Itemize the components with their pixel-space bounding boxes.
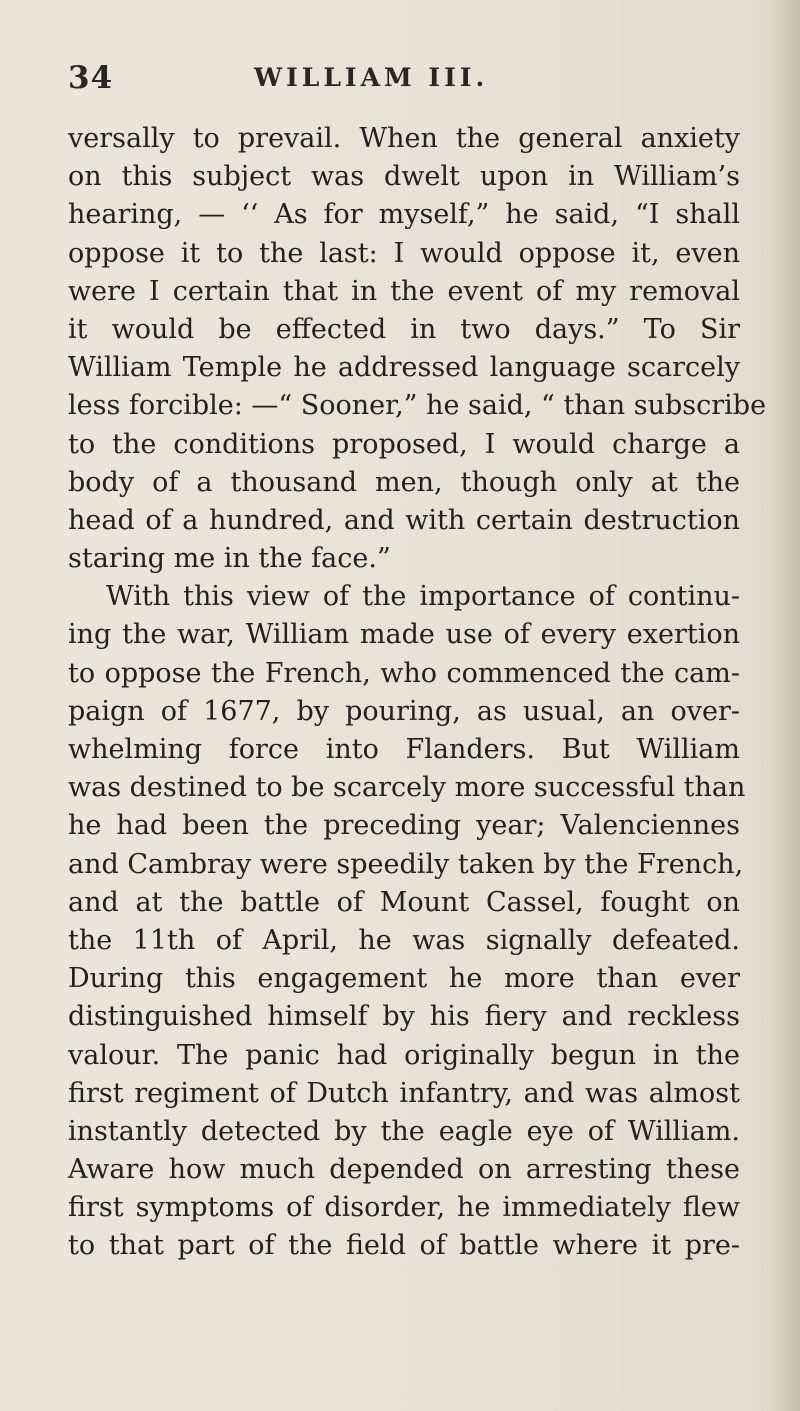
body-text [68,120,767,1266]
text-line: Aware how much depended on arresting these [68,1154,740,1186]
text-line: and Cambray were speedily taken by the French, [68,848,744,880]
paragraph-start-line: With this view of the importance of continu- [106,581,740,613]
text-line: to that part of the field of battle where it pre- [68,1230,740,1262]
text-line: hearing, — ‘‘ As for myself,” he said, “I shall [68,199,740,231]
paragraph-end-line: staring me in the face.” [68,543,391,575]
text-line: to the conditions proposed, I would charge a [68,428,740,460]
text-line: were I certain that in the event of my removal [68,275,740,307]
text-line: it would be effected in two days.” To Sir [68,313,740,345]
text-line: and at the battle of Mount Cassel, fought on [68,886,740,918]
page-number: 34 [68,60,114,96]
text-line: to oppose the French, who commenced the cam- [68,657,740,689]
text-line: During this engagement he more than ever [68,963,740,995]
text-line: was destined to be scarcely more successful than [68,772,746,804]
text-line: instantly detected by the eagle eye of William. [68,1115,740,1147]
text-line: oppose it to the last: I would oppose it, even [68,237,740,269]
text-line: body of a thousand men, though only at the [68,466,740,498]
text-line: first symptoms of disorder, he immediately flew [68,1192,740,1224]
text-line: paign of 1677, by pouring, as usual, an over- [68,695,740,727]
text-line: first regiment of Dutch infantry, and was almost [68,1077,740,1109]
text-line: distinguished himself by his fiery and reckless [68,1001,740,1033]
text-line: less forcible: —“ Sooner,” he said, “ than subscribe [68,390,767,422]
text-line: the 11th of April, he was signally defeated. [68,924,740,956]
text-line: William Temple he addressed language scarcely [68,352,740,384]
text-line: versally to prevail. When the general anxiety [68,123,740,154]
text-line: head of a hundred, and with certain destruction [68,504,740,536]
text-line: ing the war, William made use of every exertion [68,619,740,651]
text-line: on this subject was dwelt upon in William’s [68,161,740,193]
running-head-title: WILLIAM III. [254,63,489,92]
page-edge-shadow [766,0,800,1411]
text-line: valour. The panic had originally begun in the [68,1039,740,1071]
text-line: whelming force into Flanders. But William [68,734,740,765]
running-head [68,60,728,100]
text-line: he had been the preceding year; Valenciennes [68,810,740,842]
